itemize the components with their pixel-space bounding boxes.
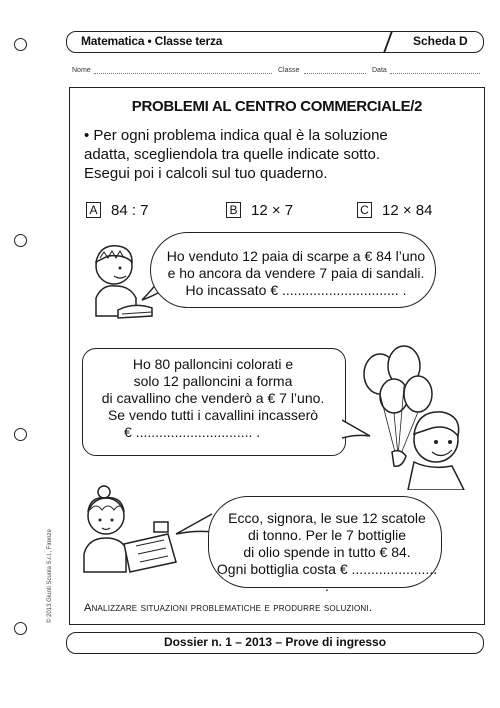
- problem-line: di tonno. Per le 7 bottiglie: [248, 527, 406, 543]
- cashier-illustration: [76, 482, 182, 582]
- header-bar: [66, 31, 484, 53]
- balloon-seller-illustration: [352, 344, 480, 490]
- classe-field[interactable]: [304, 67, 366, 74]
- problem-line: Ecco, signora, le sue 12 scatole: [228, 510, 426, 526]
- binder-hole: [14, 428, 27, 441]
- header-divider: [383, 31, 393, 53]
- page-title: PROBLEMI AL CENTRO COMMERCIALE/2: [131, 98, 423, 115]
- problem-line: Ho venduto 12 paia di scarpe a € 84 l’uno: [166, 248, 426, 264]
- footer-bar: [66, 632, 484, 654]
- problem-line: € .............................. .: [124, 424, 261, 440]
- problem-line: di cavallino che venderò a € 7 l’uno.: [101, 390, 325, 406]
- option-expression: 12 × 7: [251, 202, 294, 219]
- problem-line: Se vendo tutti i cavallini incasserò: [107, 407, 319, 423]
- problem-line: solo 12 palloncini a forma: [133, 373, 293, 389]
- learning-objective: Analizzare situazioni problematiche e produrre soluzioni.: [84, 602, 373, 614]
- problem-line: di olio spende in tutto € 84.: [243, 544, 411, 560]
- nome-label: Nome: [72, 67, 91, 74]
- option-c: [357, 202, 432, 219]
- instruction-line: adatta, scegliendola tra quelle indicate sotto.: [84, 146, 381, 163]
- problem-line: Ho incassato € .............................. .: [185, 282, 407, 298]
- classe-label: Classe: [278, 67, 300, 74]
- instructions: [84, 126, 474, 183]
- problem-line: Ogni bottiglia costa € ...................... .: [216, 561, 438, 594]
- option-expression: 12 × 84: [382, 202, 433, 219]
- option-letter-box: B: [226, 202, 241, 218]
- data-label: Data: [372, 67, 387, 74]
- option-a: [86, 202, 149, 219]
- problem-3-text: [214, 510, 440, 595]
- shoe-seller-illustration: [78, 236, 158, 336]
- scheda-label: Scheda D: [413, 34, 468, 48]
- footer-text: Dossier n. 1 – 2013 – Prove di ingresso: [163, 635, 387, 649]
- binder-hole: [14, 622, 27, 635]
- instruction-line: • Per ogni problema indica qual è la soluzione: [84, 127, 388, 144]
- data-field[interactable]: [390, 67, 480, 74]
- option-letter-box: A: [86, 202, 101, 218]
- problem-2-text: [86, 356, 340, 441]
- problem-line: e ho ancora da vendere 7 paia di sandali.: [167, 265, 425, 281]
- problem-line: Ho 80 palloncini colorati e: [132, 356, 294, 372]
- subject-label: Matematica • Classe terza: [81, 34, 223, 48]
- instruction-line: Esegui poi i calcoli sul tuo quaderno.: [84, 165, 328, 182]
- copyright-text: © 2013 Giunti Scuola S.r.l., Firenze: [47, 529, 53, 623]
- option-expression: 84 : 7: [111, 202, 149, 219]
- worksheet-frame: [69, 87, 485, 625]
- binder-hole: [14, 234, 27, 247]
- problem-1-text: [156, 248, 436, 299]
- nome-field[interactable]: [94, 67, 272, 74]
- binder-hole: [14, 38, 27, 51]
- option-letter-box: C: [357, 202, 372, 218]
- option-b: [226, 202, 293, 219]
